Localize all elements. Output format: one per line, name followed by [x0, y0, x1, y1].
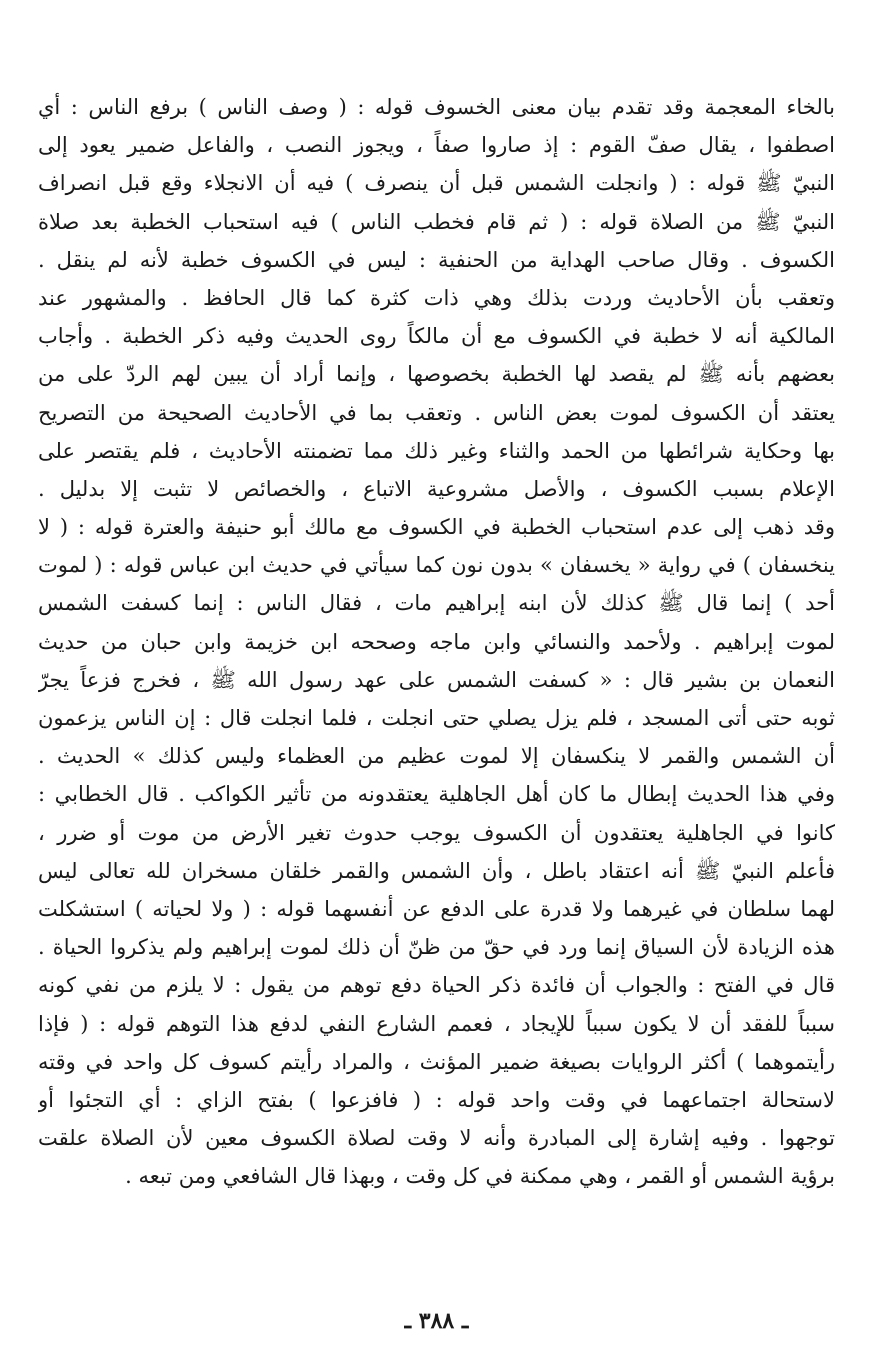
text-line: سبباً للفقد أن لا يكون سبباً للإيجاد ، فعمم الشارع النفي لدفع هذا التوهم قوله : ( فإذا: [38, 1011, 835, 1036]
text-line: الإعلام بسبب الكسوف ، والأصل مشروعية الاتباع ، والخصائص لا تثبت إلا بدليل .: [38, 476, 835, 501]
text-line: توجهوا . وفيه إشارة إلى المبادرة وأنه لا وقت لصلاة الكسوف معين لأن الصلاة علقت: [38, 1126, 835, 1151]
text-line: يعتقد أن الكسوف لموت بعض الناس . وتعقب بما في الأحاديث الصحيحة من التصريح: [38, 400, 835, 425]
text-line: لاستحالة اجتماعهما في وقت واحد قوله : ( فافزعوا ) بفتح الزاي : أي التجئوا أو: [38, 1087, 835, 1112]
text-line: اصطفوا ، يقال صفّ القوم : إذ صاروا صفاً ، ويجوز النصب ، والفاعل ضمير يعود إلى: [38, 133, 835, 158]
text-line: وفي هذا الحديث إبطال ما كان أهل الجاهلية يعتقدونه من تأثير الكواكب . قال الخطابي :: [38, 782, 835, 807]
text-line: بعضهم بأنه ﷺ لم يقصد لها الخطبة بخصوصها ، وإنما أراد أن يبين لهم الردّ على من: [38, 362, 835, 387]
text-line: هذه الزيادة لأن السياق إنما ورد في حقّ من ظنّ أن ذلك لموت إبراهيم ولم يذكروا الحياة .: [38, 935, 835, 960]
text-line: النعمان بن بشير قال : « كسفت الشمس على عهد رسول الله ﷺ ، فخرج فزعاً يجرّ: [38, 667, 835, 692]
text-line: ثوبه حتى أتى المسجد ، فلم يزل يصلي حتى انجلت ، فلما انجلت قال : إن الناس يزعمون: [38, 706, 835, 730]
text-line: لهما سلطان في غيرهما ولا قدرة على الدفع عن أنفسهما قوله : ( ولا لحياته ) استشكلت: [38, 896, 835, 921]
body-text: [38, 88, 835, 1195]
text-line: النبيّ ﷺ من الصلاة قوله : ( ثم قام فخطب الناس ) فيه استحباب الخطبة بعد صلاة: [38, 209, 835, 234]
text-line: النبيّ ﷺ قوله : ( وانجلت الشمس قبل أن ينصرف ) فيه أن الانجلاء وقع قبل انصراف: [38, 171, 835, 196]
text-line: قال في الفتح : والجواب أن فائدة ذكر الحياة دفع توهم من يقول : لا يلزم من نفي كونه: [38, 973, 835, 998]
text-line: المالكية أنه لا خطبة في الكسوف مع أن مالكاً روى الحديث وفيه ذكر الخطبة . وأجاب: [38, 324, 835, 349]
text-line: برؤية الشمس أو القمر ، وهي ممكنة في كل وقت ، وبهذا قال الشافعي ومن تبعه .: [125, 1164, 835, 1189]
text-line: كانوا في الجاهلية يعتقدون أن الكسوف يوجب حدوث تغير الأرض من موت أو ضرر ،: [38, 820, 835, 845]
text-line: أن الشمس والقمر لا ينكسفان إلا لموت عظيم من العظماء وليس كذلك » الحديث .: [38, 744, 835, 769]
text-line: لموت إبراهيم . ولأحمد والنسائي وابن ماجه وصححه ابن خزيمة وابن حبان من حديث: [38, 629, 835, 654]
text-line: فأعلم النبيّ ﷺ أنه اعتقاد باطل ، وأن الشمس والقمر خلقان مسخران لله تعالى ليس: [38, 858, 835, 883]
page-number: ـ ٣٨٨ ـ: [404, 1308, 469, 1334]
text-line: بها وحكاية شرائطها من الحمد والثناء وغير ذلك مما تضمنته الأحاديث ، فلم يقتصر على: [38, 438, 835, 463]
text-line: أحد ) إنما قال ﷺ كذلك لأن ابنه إبراهيم مات ، فقال الناس : إنما كسفت الشمس: [38, 591, 835, 616]
text-line: ينخسفان ) في رواية « يخسفان » بدون نون كما سيأتي في حديث ابن عباس قوله : ( لموت: [38, 553, 835, 578]
text-line: بالخاء المعجمة وقد تقدم بيان معنى الخسوف قوله : ( وصف الناس ) برفع الناس : أي: [38, 95, 835, 119]
text-line: رأيتموهما ) أكثر الروايات بصيغة ضمير المؤنث ، والمراد رأيتم كسوف كل واحد في وقته: [38, 1049, 835, 1074]
text-line: الكسوف . وقال صاحب الهداية من الحنفية : ليس في الكسوف خطبة لأنه لم ينقل .: [38, 247, 835, 272]
text-line: وتعقب بأن الأحاديث وردت بذلك وهي ذات كثرة كما قال الحافظ . والمشهور عند: [38, 285, 835, 310]
text-line: وقد ذهب إلى عدم استحباب الخطبة في الكسوف مع مالك أبو حنيفة والعترة قوله : ( لا: [38, 515, 835, 540]
